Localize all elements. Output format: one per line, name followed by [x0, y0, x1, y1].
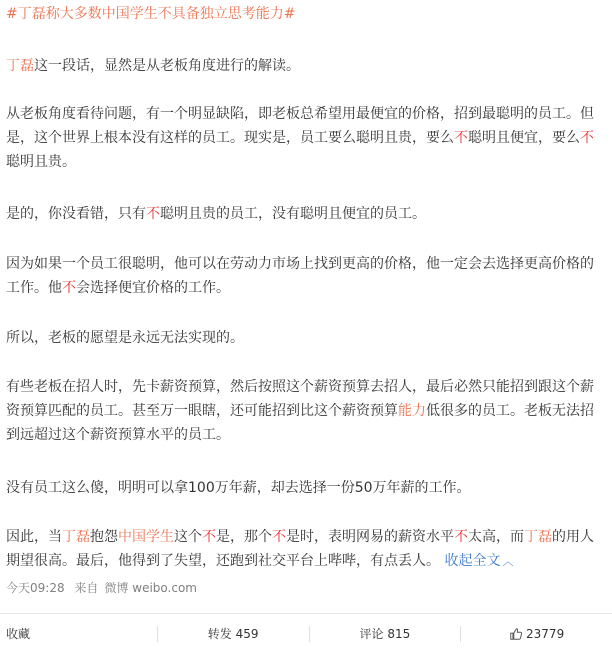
paragraph-text: 聪明且贵的员工，没有聪明且便宜的员工。	[160, 206, 426, 222]
topic-hashtag-link[interactable]: #丁磊称大多数中国学生不具备独立思考能力#	[6, 6, 296, 22]
repost-button[interactable]	[158, 614, 309, 653]
topic-link-chinese-students[interactable]: 中国学生	[118, 529, 174, 545]
repost-label: 转发 459	[207, 627, 259, 641]
post-source[interactable]: 微博 weibo.com	[104, 581, 197, 595]
paragraph-1	[6, 54, 606, 78]
thumbs-up-icon	[509, 627, 523, 641]
paragraph-3	[6, 202, 606, 226]
post-time[interactable]: 今天09:28	[6, 581, 65, 595]
like-button[interactable]	[461, 614, 612, 653]
action-bar	[0, 614, 612, 653]
paragraph-text: 低很多的员工。老板无法招到远超过这个薪资预算水平的员工。	[6, 403, 594, 443]
chevron-up-icon: ︿	[502, 555, 514, 568]
mention-link-dinglei[interactable]: 丁磊	[62, 529, 90, 545]
paragraph-text: 聪明且便宜，要么	[468, 130, 580, 146]
mention-link-dinglei[interactable]: 丁磊	[524, 529, 552, 545]
paragraph-5: 所以，老板的愿望是永远无法实现的。	[6, 330, 244, 346]
paragraph-text: 这个	[174, 529, 202, 545]
paragraph-4	[6, 252, 606, 300]
paragraph-6	[6, 375, 606, 447]
mention-link-dinglei[interactable]: 丁磊	[6, 58, 34, 74]
paragraph-text: 会选择便宜价格的工作。	[76, 280, 230, 296]
paragraph-text: 是时，表明网易的薪资水平	[286, 529, 454, 545]
post-meta	[6, 580, 203, 596]
paragraph-text: 因此，当	[6, 529, 62, 545]
comment-button[interactable]	[310, 614, 461, 653]
paragraph-8	[6, 525, 606, 574]
paragraph-text: 这一段话，显然是从老板角度进行的解读。	[34, 58, 300, 74]
paragraph-text: 太高，而	[468, 529, 524, 545]
comment-label: 评论 815	[359, 627, 411, 641]
highlight-text: 不	[146, 206, 160, 222]
highlight-text: 不	[454, 130, 468, 146]
paragraph-text: 有些老板在招人时，先卡薪资预算，然后按照这个薪资预算去招人，最后必然只能招到跟这个薪资预算匹配的员工。甚至万一眼瞎，还可能招到比这个薪资预算	[6, 379, 594, 419]
highlight-text: 不	[454, 529, 468, 545]
collapse-label: 收起全文	[444, 553, 501, 569]
paragraph-text: 从老板角度看待问题，有一个明显缺陷，即老板总希望用最便宜的价格，招到最聪明的员工。但是，这个世界上根本没有这样的员工。现实是，员工要么聪明且贵，要么	[6, 106, 594, 146]
favorite-button[interactable]	[0, 614, 157, 653]
source-prefix: 来自	[74, 581, 99, 595]
paragraph-text: 是，那个	[216, 529, 272, 545]
like-count: 23779	[526, 626, 565, 641]
paragraph-text: 聪明且贵。	[6, 154, 76, 170]
highlight-text: 不	[272, 529, 286, 545]
collapse-full-text-link[interactable]	[444, 553, 513, 569]
paragraph-7: 没有员工这么傻，明明可以拿100万年薪，却去选择一份50万年薪的工作。	[6, 480, 471, 496]
highlight-text: 能力	[398, 403, 426, 419]
paragraph-text: 因为如果一个员工很聪明，他可以在劳动力市场上找到更高的价格，他一定会去选择更高价格的工作。他	[6, 256, 594, 296]
paragraph-2	[6, 102, 606, 174]
favorite-label: 收藏	[6, 627, 31, 641]
paragraph-text: 的用人期望很高。最后，他得到了失望，还跑到社交平台上哔哔，有点丢人。	[6, 529, 594, 569]
highlight-text: 不	[580, 130, 594, 146]
highlight-text: 不	[62, 280, 76, 296]
paragraph-text: 抱怨	[90, 529, 118, 545]
highlight-text: 不	[202, 529, 216, 545]
paragraph-text: 是的，你没看错，只有	[6, 206, 146, 222]
